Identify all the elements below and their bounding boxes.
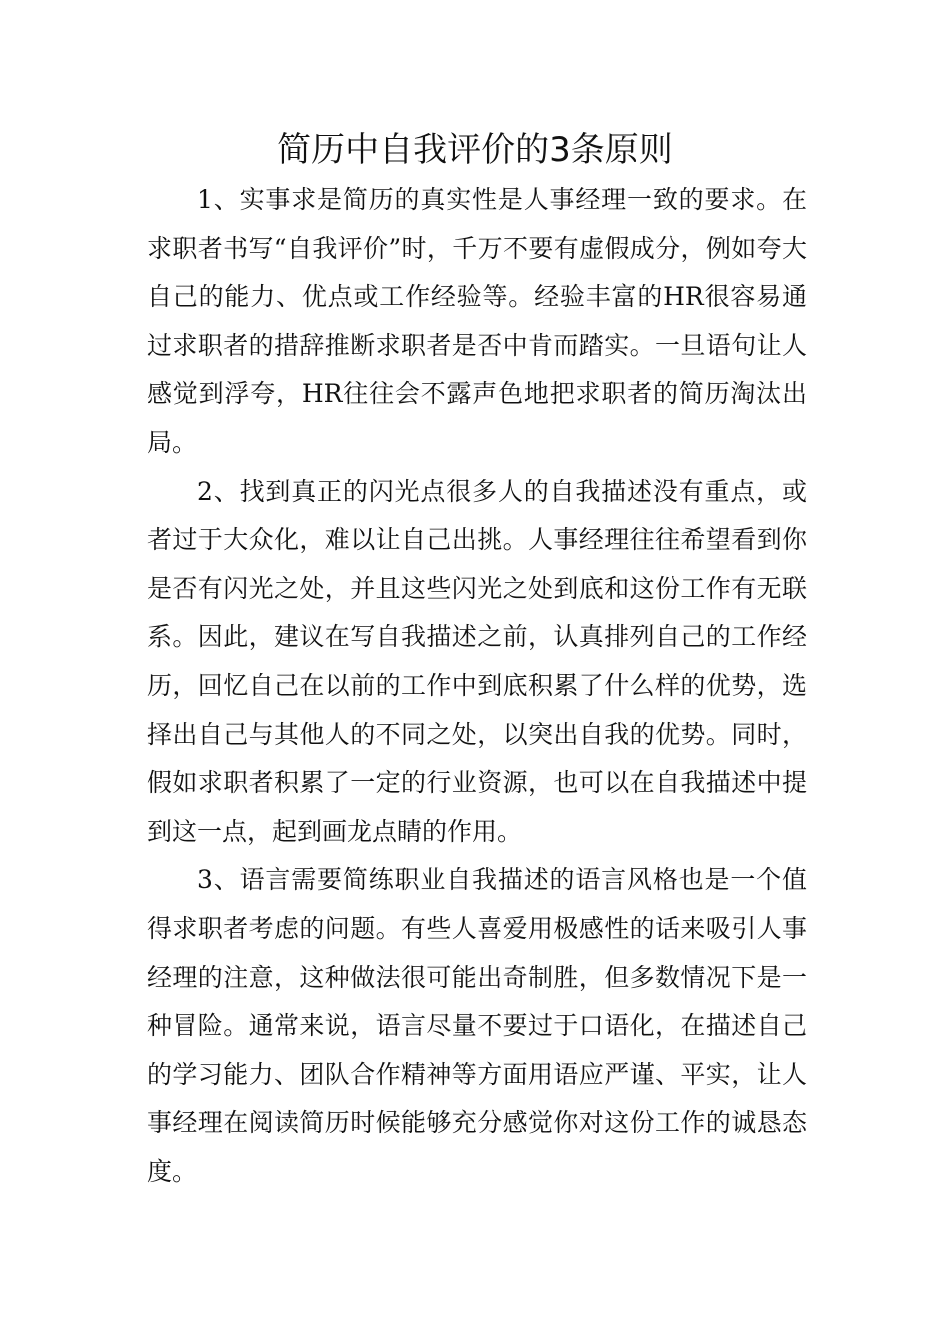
document-title: 简历中自我评价的3条原则 bbox=[277, 130, 673, 170]
paragraph-2: 2、找到真正的闪光点很多人的自我描述没有重点，或者过于大众化，难以让自己出挑。人事经理往往希望看到你是否有闪光之处，并且这些闪光之处到底和这份工作有无联系。因此，建议在写自我描述之前，认真排列自己的工作经历，回忆自己在以前的工作中到底积累了什么样的优势，选择出自己与其他人的不同之处，以突出自我的优势。同时，假如求职者积累了一定的行业资源，也可以在自我描述中提到这一点，起到画龙点睛的作用。 bbox=[147, 476, 807, 846]
document-body bbox=[147, 176, 807, 1196]
paragraph-1: 1、实事求是简历的真实性是人事经理一致的要求。在求职者书写“自我评价”时，千万不要有虚假成分，例如夸大自己的能力、优点或工作经验等。经验丰富的HR很容易通过求职者的措辞推断求职者是否中肯而踏实。一旦语句让人感觉到浮夸，HR往往会不露声色地把求职者的简历淘汰出局。 bbox=[147, 185, 807, 457]
paragraph-3: 3、语言需要简练职业自我描述的语言风格也是一个值得求职者考虑的问题。有些人喜爱用极感性的话来吸引人事经理的注意，这种做法很可能出奇制胜，但多数情况下是一种冒险。通常来说，语言尽量不要过于口语化，在描述自己的学习能力、团队合作精神等方面用语应严谨、平实，让人事经理在阅读简历时候能够充分感觉你对这份工作的诚恳态度。 bbox=[147, 865, 807, 1186]
